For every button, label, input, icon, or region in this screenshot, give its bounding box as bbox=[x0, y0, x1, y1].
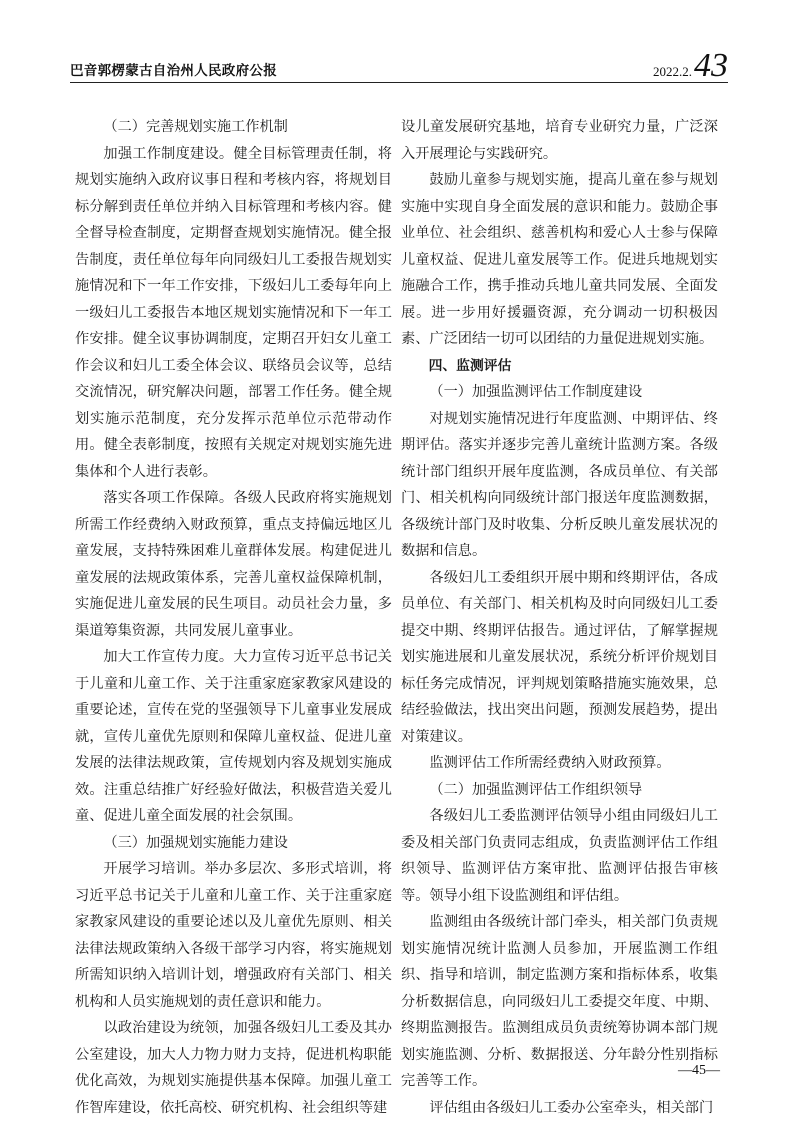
page-number: —45— bbox=[678, 1063, 720, 1079]
section-heading: 四、监测评估 bbox=[401, 353, 718, 380]
paragraph: 评估组由各级妇儿工委办公室牵头，相关部门 bbox=[401, 1095, 718, 1121]
paragraph: 落实各项工作保障。各级人民政府将实施规划所需工作经费纳入财政预算，重点支持偏远地区儿童发展，支持特殊困难儿童群体发展。构建促进儿童发展的法规政策体系，完善儿童权益保障机制，实施促进儿童发展的民生项目。动员社会力量，多渠道筹集资源，共同发展儿童事业。 bbox=[75, 485, 392, 644]
issue-number: 43 bbox=[694, 47, 728, 84]
page-header bbox=[70, 40, 728, 83]
issue-info bbox=[653, 51, 728, 81]
paragraph-continued: 设儿童发展研究基地，培育专业研究力量，广泛深入开展理论与实践研究。 bbox=[401, 114, 718, 167]
paragraph: 监测评估工作所需经费纳入财政预算。 bbox=[401, 750, 718, 777]
paragraph: 加大工作宣传力度。大力宣传习近平总书记关于儿童和儿童工作、关于注重家庭家教家风建设的重要论述，宣传在党的坚强领导下儿童事业发展成就，宣传儿童优先原则和保障儿童权益、促进儿童发展的法律法规政策，宣传规划内容及规划实施成效。注重总结推广好经验好做法，积极营造关爱儿童、促进儿童全面发展的社会氛围。 bbox=[75, 644, 392, 830]
journal-title: 巴音郭楞蒙古自治州人民政府公报 bbox=[70, 59, 277, 79]
left-column bbox=[75, 114, 392, 1121]
issue-date: 2022.2. bbox=[653, 64, 692, 79]
paragraph: 对规划实施情况进行年度监测、中期评估、终期评估。落实并逐步完善儿童统计监测方案。各级统计部门组织开展年度监测，各成员单位、有关部门、相关机构向同级统计部门报送年度监测数据，各级统计部门及时收集、分析反映儿童发展状况的数据和信息。 bbox=[401, 406, 718, 565]
subsection-heading: （二）加强监测评估工作组织领导 bbox=[401, 777, 718, 804]
paragraph: 各级妇儿工委监测评估领导小组由同级妇儿工委及相关部门负责同志组成，负责监测评估工作组织领导、监测评估方案审批、监测评估报告审核等。领导小组下设监测组和评估组。 bbox=[401, 803, 718, 909]
paragraph: 各级妇儿工委组织开展中期和终期评估，各成员单位、有关部门、相关机构及时向同级妇儿工委提交中期、终期评估报告。通过评估，了解掌握规划实施进展和儿童发展状况，系统分析评价规划目标任务完成情况，评判规划策略措施实施效果，总结经验做法，找出突出问题，预测发展趋势，提出对策建议。 bbox=[401, 565, 718, 751]
paragraph: 以政治建设为统领，加强各级妇儿工委及其办公室建设，加大人力物力财力支持，促进机构职能优化高效，为规划实施提供基本保障。加强儿童工作智库建设，依托高校、研究机构、社会组织等建 bbox=[75, 1015, 392, 1121]
subsection-heading: （二）完善规划实施工作机制 bbox=[75, 114, 392, 141]
paragraph: 加强工作制度建设。健全目标管理责任制，将规划实施纳入政府议事日程和考核内容，将规划目标分解到责任单位并纳入目标管理和考核内容。健全督导检查制度，定期督查规划实施情况。健全报告制度，责任单位每年向同级妇儿工委报告规划实施情况和下一年工作安排，下级妇儿工委每年向上一级妇儿工委报告本地区规划实施情况和下一年工作安排。健全议事协调制度，定期召开妇女儿童工作会议和妇儿工委全体会议、联络员会议等，总结交流情况，研究解决问题，部署工作任务。健全规划实施示范制度，充分发挥示范单位示范带动作用。健全表彰制度，按照有关规定对规划实施先进集体和个人进行表彰。 bbox=[75, 141, 392, 486]
paragraph: 开展学习培训。举办多层次、多形式培训，将习近平总书记关于儿童和儿童工作、关于注重家庭家教家风建设的重要论述以及儿童优先原则、相关法律法规政策纳入各级干部学习内容，将实施规划所需知识纳入培训计划，增强政府有关部门、相关机构和人员实施规划的责任意识和能力。 bbox=[75, 856, 392, 1015]
paragraph: 监测组由各级统计部门牵头，相关部门负责规划实施情况统计监测人员参加，开展监测工作组织、指导和培训，制定监测方案和指标体系，收集分析数据信息，向同级妇儿工委提交年度、中期、终期监测报告。监测组成员负责统筹协调本部门规划实施监测、分析、数据报送、分年龄分性别指标完善等工作。 bbox=[401, 909, 718, 1095]
subsection-heading: （三）加强规划实施能力建设 bbox=[75, 830, 392, 857]
subsection-heading: （一）加强监测评估工作制度建设 bbox=[401, 379, 718, 406]
right-column bbox=[401, 114, 718, 1121]
paragraph: 鼓励儿童参与规划实施，提高儿童在参与规划实施中实现自身全面发展的意识和能力。鼓励企事业单位、社会组织、慈善机构和爱心人士参与保障儿童权益、促进儿童发展等工作。促进兵地规划实施融合工作，携手推动兵地儿童共同发展、全面发展。进一步用好援疆资源，充分调动一切积极因素、广泛团结一切可以团结的力量促进规划实施。 bbox=[401, 167, 718, 353]
